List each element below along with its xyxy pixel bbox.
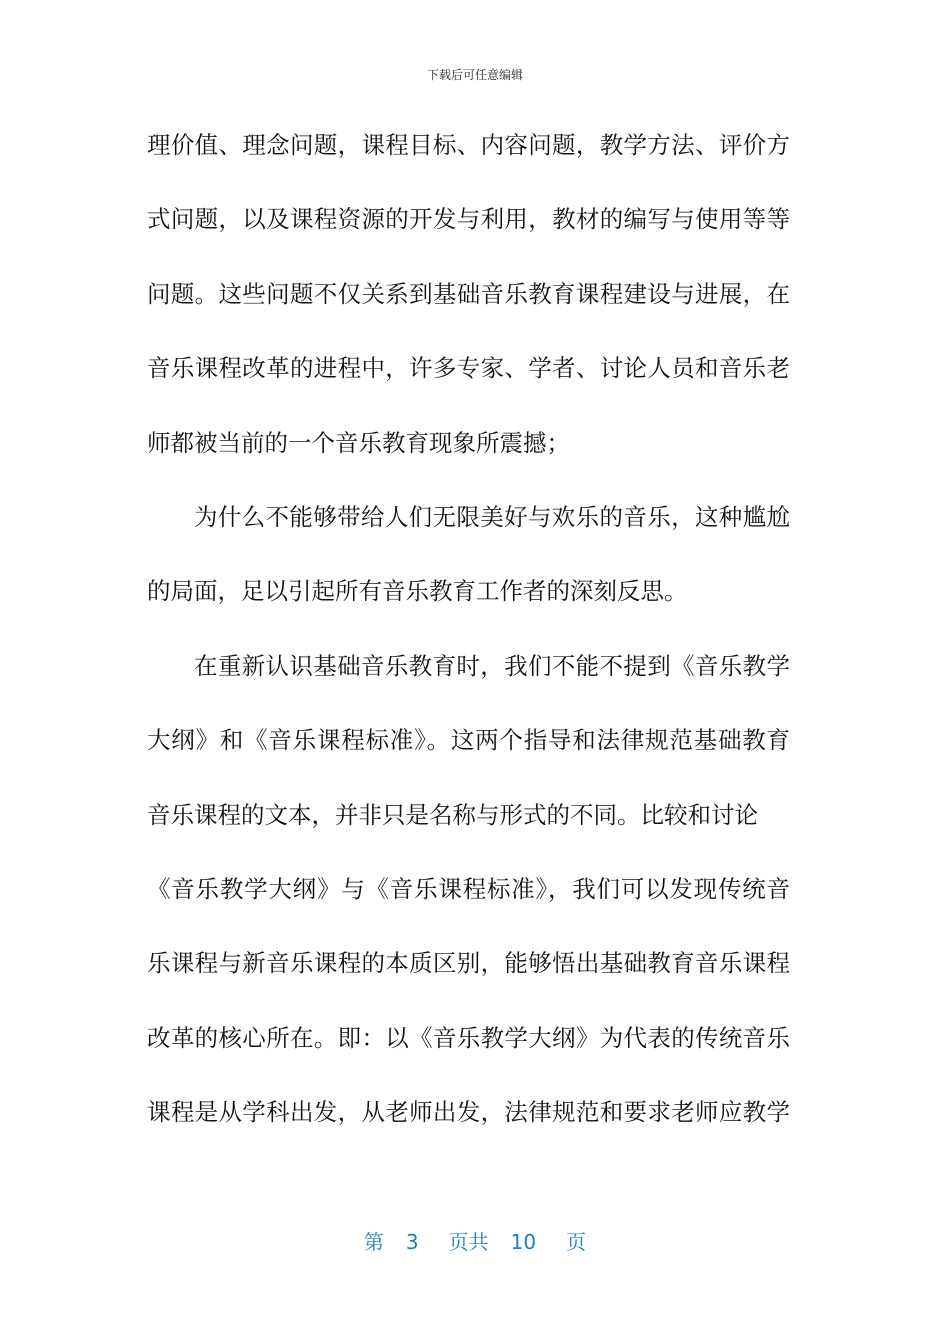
text-line: 为什么不能够带给人们无限美好与欢乐的音乐，这种尴尬 bbox=[194, 502, 790, 531]
page-footer bbox=[0, 1226, 950, 1255]
text-line: 《音乐教学大纲》与《音乐课程标准》，我们可以发现传统音 bbox=[147, 874, 790, 903]
text-line: 式问题，以及课程资源的开发与利用，教材的编写与使用等等 bbox=[147, 205, 790, 234]
document-body bbox=[147, 120, 790, 1161]
text-line: 大纲》和《音乐课程标准》。这两个指导和法律规范基础教育 bbox=[147, 726, 790, 755]
text-line: 问题。这些问题不仅关系到基础音乐教育课程建设与进展，在 bbox=[147, 279, 790, 308]
footer-page-number: 3 bbox=[405, 1230, 419, 1254]
footer-total-pages: 10 bbox=[510, 1230, 537, 1254]
text-line: 音乐课程的文本，并非只是名称与形式的不同。比较和讨论 bbox=[147, 800, 758, 829]
text-line: 理价值、理念问题，课程目标、内容问题，教学方法、评价方 bbox=[147, 131, 790, 159]
text-line: 改革的核心所在。即：以《音乐教学大纲》为代表的传统音乐 bbox=[147, 1023, 790, 1052]
text-line: 音乐课程改革的进程中，许多专家、学者、讨论人员和音乐老 bbox=[147, 354, 790, 383]
text-line: 在重新认识基础音乐教育时，我们不能不提到《音乐教学 bbox=[194, 651, 790, 680]
text-line: 的局面，足以引起所有音乐教育工作者的深刻反思。 bbox=[147, 577, 688, 606]
text-line: 师都被当前的一个音乐教育现象所震撼； bbox=[147, 428, 570, 457]
header-note: 下载后可任意编辑 bbox=[426, 68, 523, 82]
footer-suffix: 页 bbox=[566, 1230, 587, 1254]
text-line: 乐课程与新音乐课程的本质区别，能够悟出基础教育音乐课程 bbox=[147, 949, 790, 978]
footer-prefix: 第 bbox=[363, 1230, 384, 1254]
text-line: 课程是从学科出发，从老师出发，法律规范和要求老师应教学 bbox=[147, 1098, 790, 1127]
footer-middle: 页共 bbox=[448, 1230, 489, 1254]
